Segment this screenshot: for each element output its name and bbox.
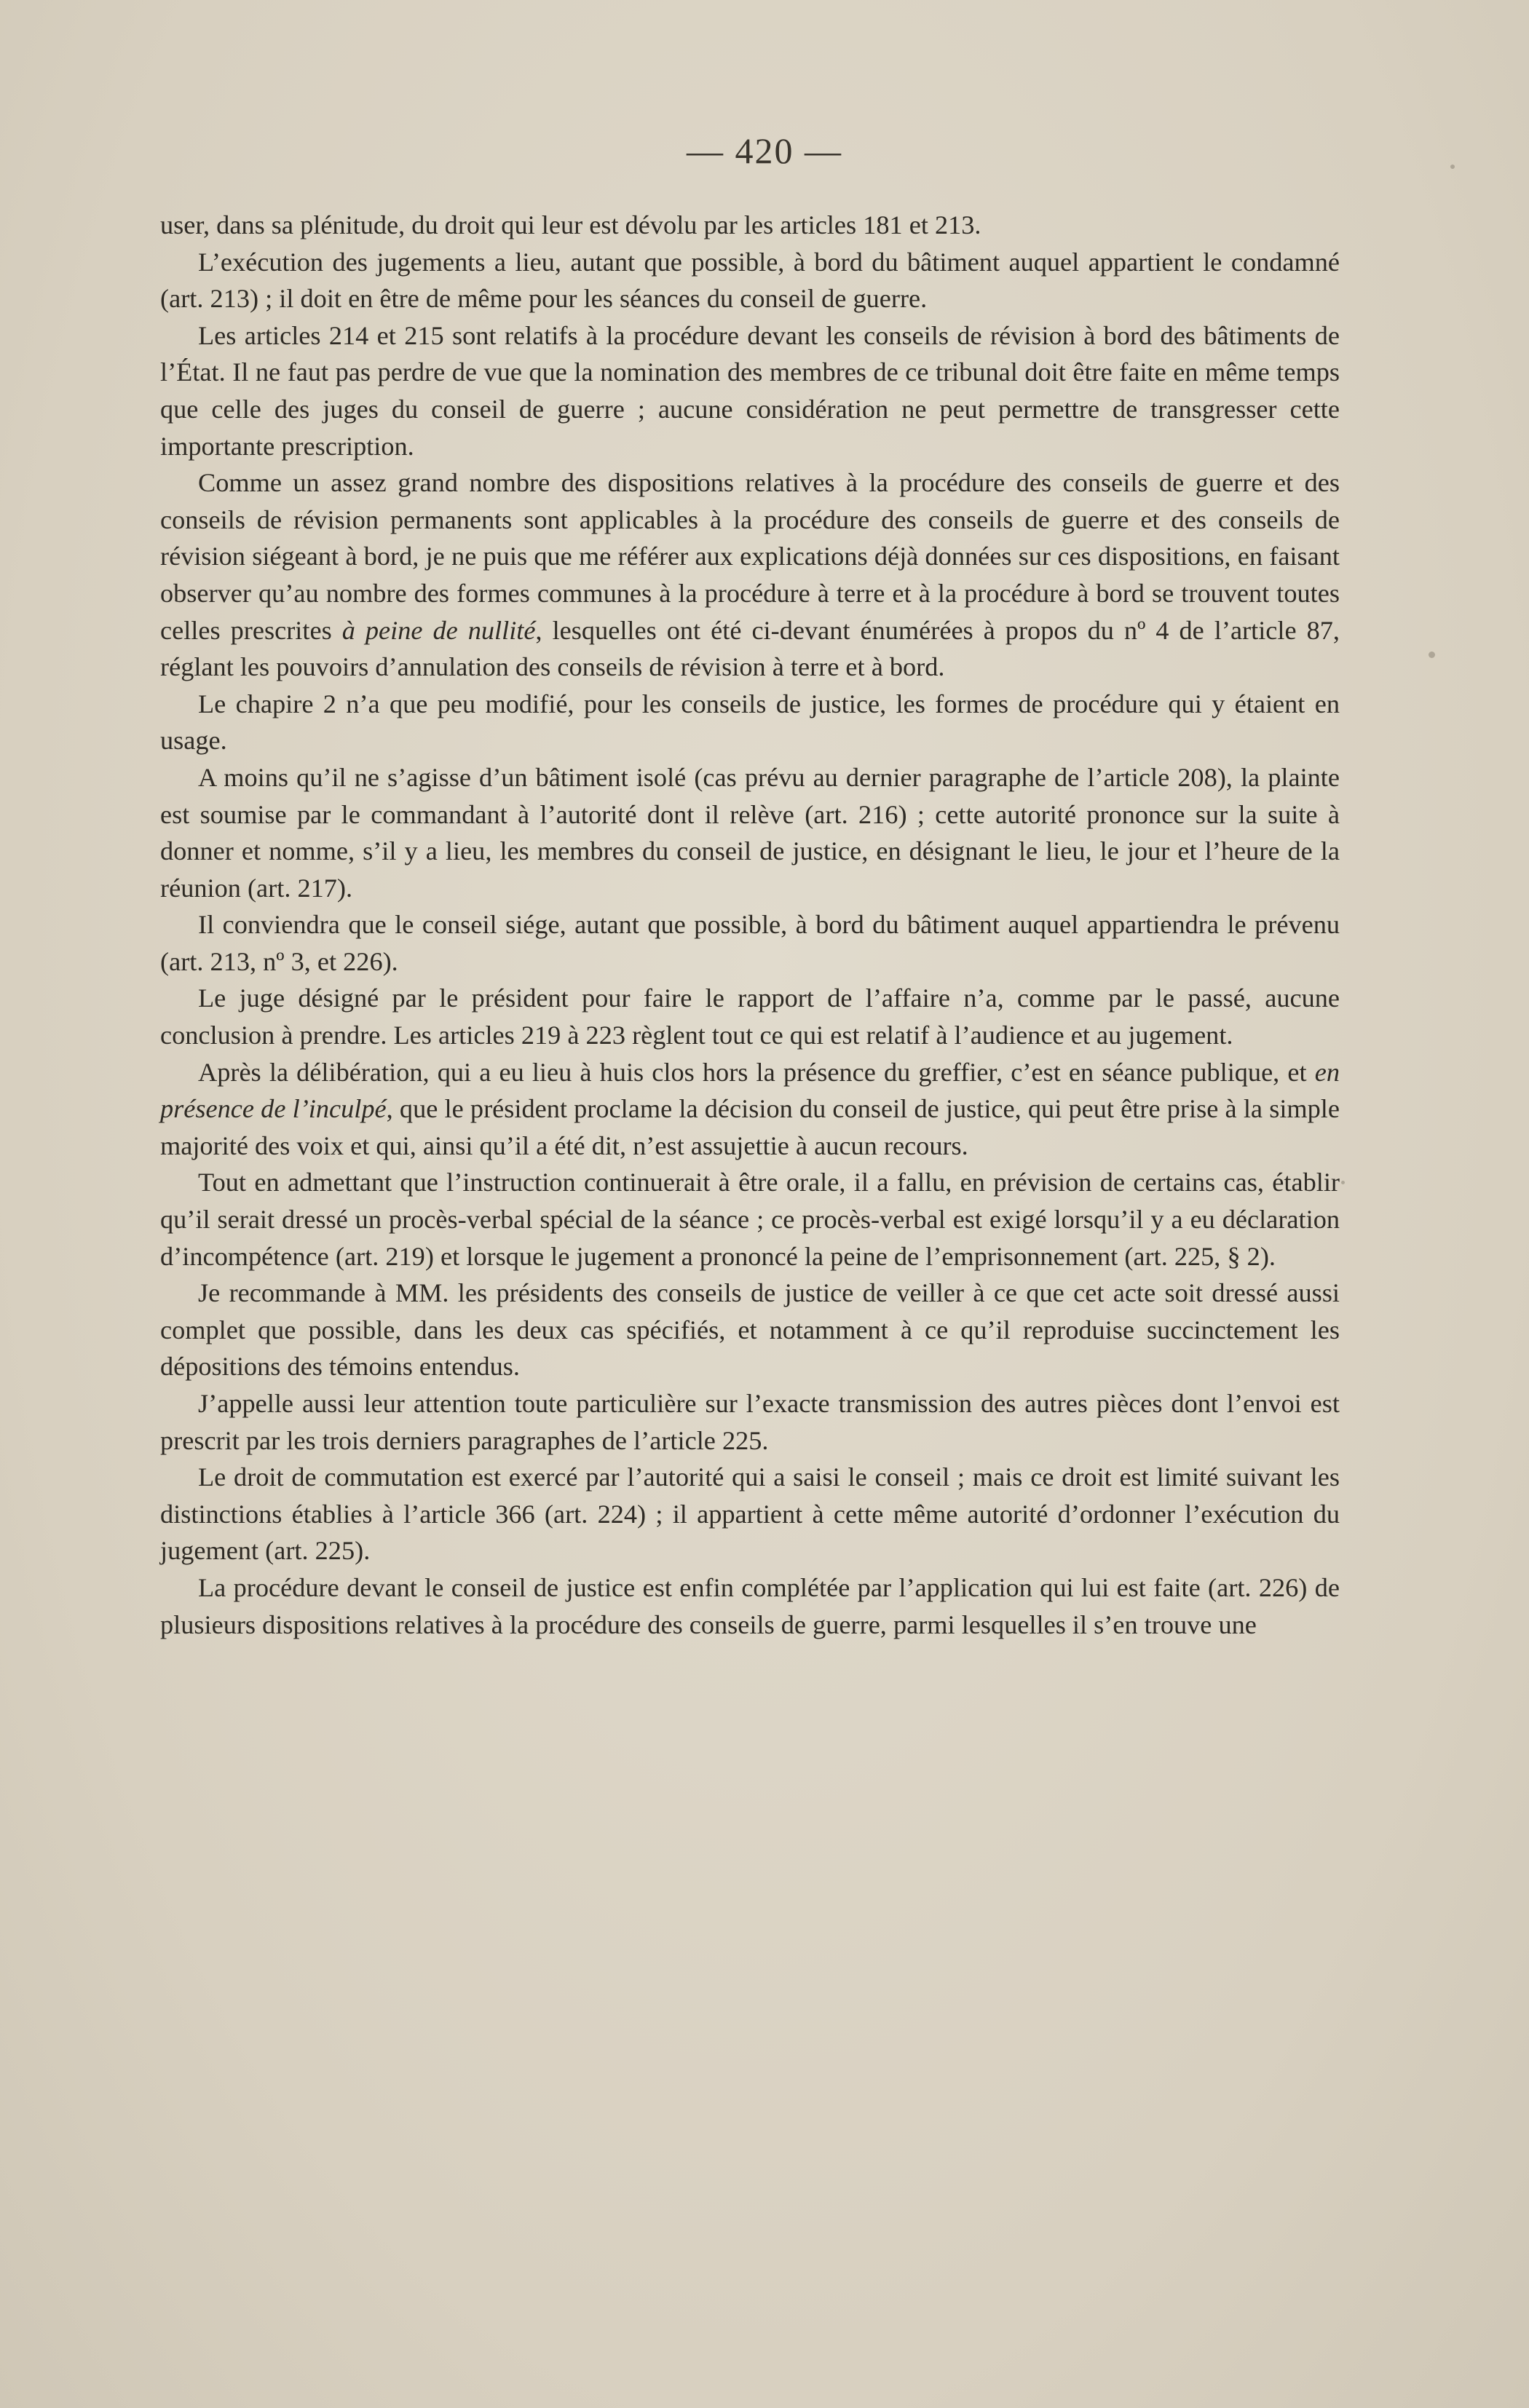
paper-speck [1450, 165, 1455, 169]
paper-speck [1341, 1181, 1345, 1184]
text-run: Le chapire 2 n’a que peu modifié, pour les conseils de justice, les formes de procédure qui y étaient en usage. [160, 689, 1340, 756]
text-run: La procédure devant le conseil de justice est enfin complétée par l’application qui lui est faite (art. 226) de plusieurs dispositions relatives à la procédure des conseils de guerre, parmi lesquelles il s’en trouve une [160, 1572, 1340, 1639]
paragraph [160, 317, 1340, 464]
paragraph [160, 1275, 1340, 1385]
text-run: , que le président proclame la décision du conseil de justice, qui peut être prise à la simple majorité des voix et qui, ainsi qu’il a été dit, n’est assujettie à aucun recours. [160, 1094, 1340, 1160]
paper-speck [1429, 651, 1435, 658]
text-run: Le droit de commutation est exercé par l’autorité qui a saisi le conseil ; mais ce droit est limité suivant les distinctions établies à l’article 366 (art. 224) ; il appartient à cette même autorité d’ordonner l’exécution du jugement (art. 225). [160, 1462, 1340, 1566]
paragraph [160, 980, 1340, 1053]
text-run: Il conviendra que le conseil siége, autant que possible, à bord du bâtiment auquel appartiendra le prévenu (art. 213, nº 3, et 226). [160, 910, 1340, 976]
page-number: — 420 — [687, 130, 842, 171]
paragraph [160, 464, 1340, 686]
text-run: J’appelle aussi leur attention toute particulière sur l’exacte transmission des autres pièces dont l’envoi est prescrit par les trois derniers paragraphes de l’article 225. [160, 1389, 1340, 1455]
text-run: Les articles 214 et 215 sont relatifs à la procédure devant les conseils de révision à bord des bâtiments de l’État. Il ne faut pas perdre de vue que la nomination des membres de ce tribunal doit être faite en même temps que celle des juges du conseil de guerre ; aucune considération ne peut permettre de transgresser cette importante prescription. [160, 320, 1340, 461]
italic-phrase: à peine de nullité [341, 615, 536, 645]
paragraph [160, 1569, 1340, 1643]
paragraph [160, 906, 1340, 980]
paragraph [160, 686, 1340, 759]
text-run: Le juge désigné par le président pour faire le rapport de l’affaire n’a, comme par le passé, aucune conclusion à prendre. Les articles 219 à 223 règlent tout ce qui est relatif à l’audience et au jugement. [160, 983, 1340, 1050]
text-run: , lesquelles ont été ci-devant énumérées à propos du nº 4 de l’article 87, réglant les pouvoirs d’annulation des conseils de révision à terre et à bord. [160, 615, 1340, 682]
paragraph [160, 244, 1340, 317]
text-run: Je recommande à MM. les présidents des conseils de justice de veiller à ce que cet acte soit dressé aussi complet que possible, dans les deux cas spécifiés, et notamment à ce qu’il reproduise succinctement les dépositions des témoins entendus. [160, 1278, 1340, 1382]
italic-phrase: en présence de l’inculpé [160, 1057, 1340, 1124]
paragraph [160, 1054, 1340, 1165]
text-run: L’exécution des jugements a lieu, autant que possible, à bord du bâtiment auquel appartient le condamné (art. 213) ; il doit en être de même pour les séances du conseil de guerre. [160, 247, 1340, 314]
body-text [160, 207, 1340, 1643]
text-run: Comme un assez grand nombre des dispositions relatives à la procédure des conseils de guerre et des conseils de révision permanents sont applicables à la procédure des conseils de guerre et des conseils de révision siégeant à bord, je ne puis que me référer aux explications déjà données sur ces dispositions, en faisant observer qu’au nombre des formes communes à la procédure à terre et à la procédure à bord se trouvent toutes celles prescrites [160, 468, 1340, 645]
paragraph [160, 759, 1340, 906]
paragraph [160, 207, 1340, 244]
text-run: user, dans sa plénitude, du droit qui leur est dévolu par les articles 181 et 213. [160, 210, 981, 239]
text-run: Après la délibération, qui a eu lieu à huis clos hors la présence du greffier, c’est en séance publique, et [198, 1057, 1315, 1087]
text-run: Tout en admettant que l’instruction continuerait à être orale, il a fallu, en prévision de certains cas, établir qu’il serait dressé un procès-verbal spécial de la séance ; ce procès-verbal est exigé lorsqu’il y a eu déclaration d’incompétence (art. 219) et lorsque le jugement a prononcé la peine de l’emprisonnement (art. 225, § 2). [160, 1168, 1340, 1271]
paragraph [160, 1164, 1340, 1275]
paragraph [160, 1385, 1340, 1459]
text-run: A moins qu’il ne s’agisse d’un bâtiment isolé (cas prévu au dernier paragraphe de l’article 208), la plainte est soumise par le commandant à l’autorité dont il relève (art. 216) ; cette autorité prononce sur la suite à donner et nomme, s’il y a lieu, les membres du conseil de justice, en désignant le lieu, le jour et l’heure de la réunion (art. 217). [160, 762, 1340, 903]
paragraph [160, 1459, 1340, 1569]
